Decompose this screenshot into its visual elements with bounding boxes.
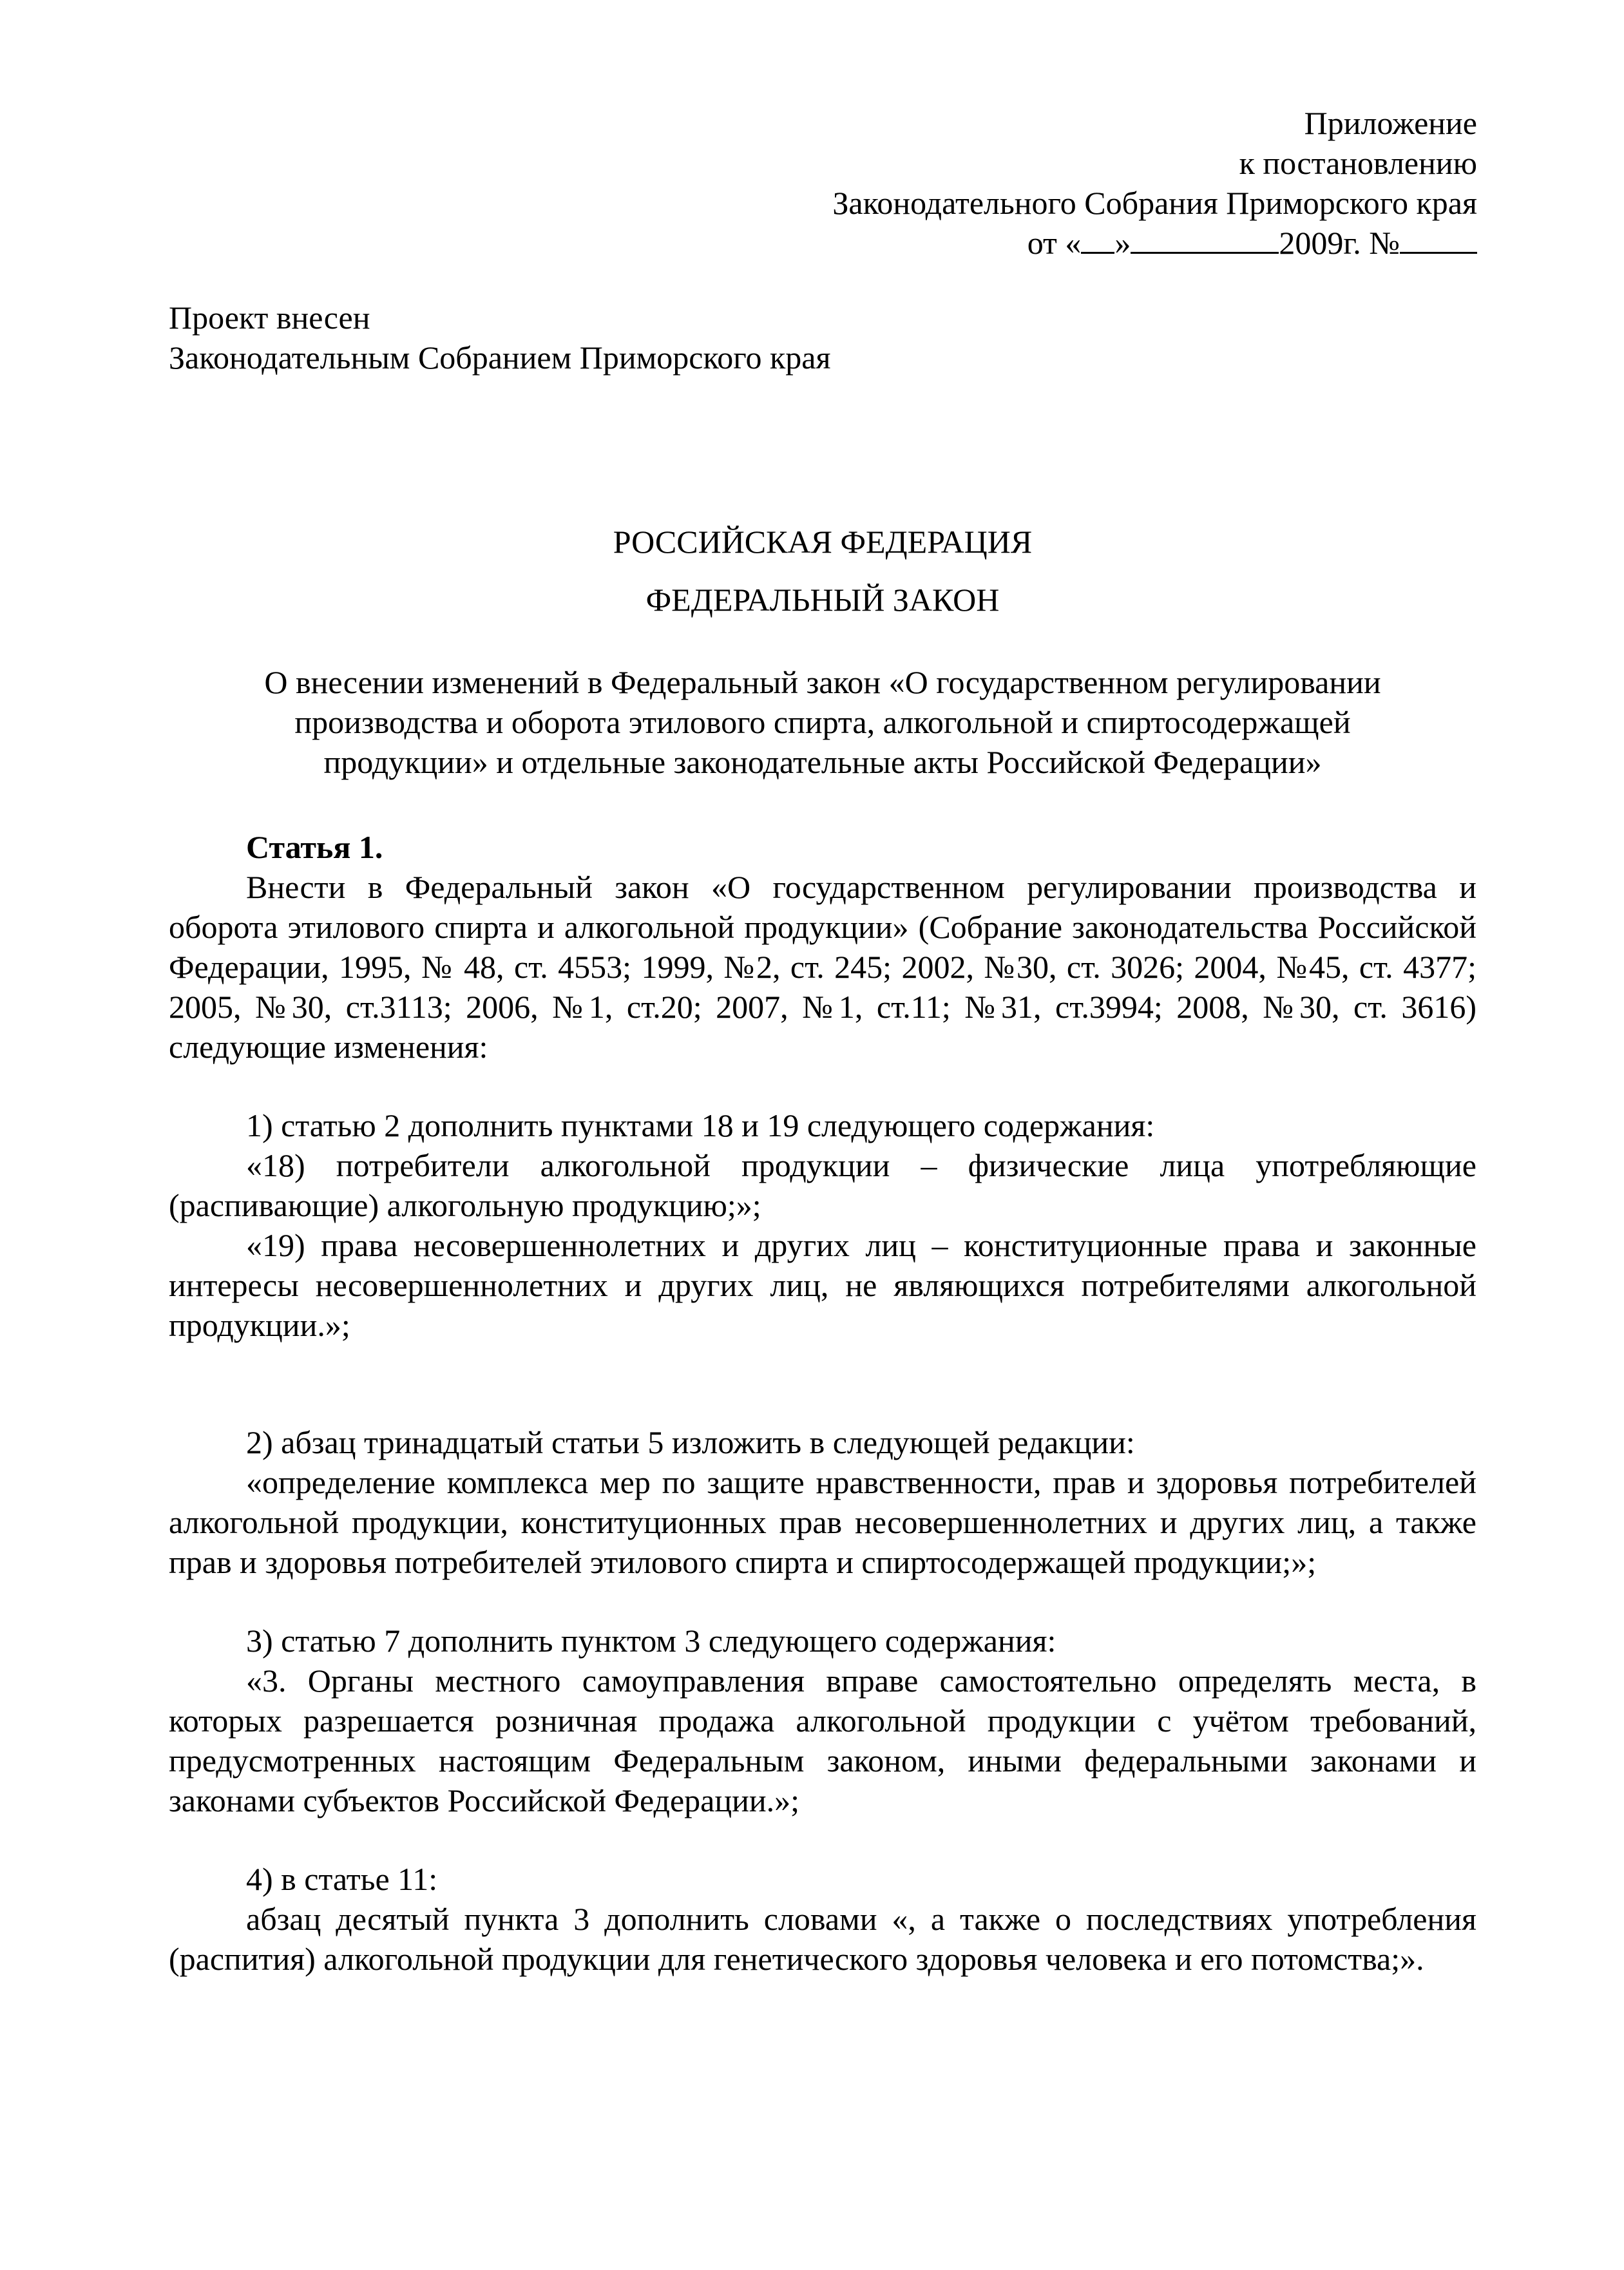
date-mid: » bbox=[1114, 225, 1131, 261]
date-year: 2009г. № bbox=[1279, 225, 1400, 261]
amendment-paragraph: «18) потребители алкогольной продукции – физические лица употребляющие (распивающие) алкогольную продукцию;»; bbox=[169, 1147, 1476, 1223]
amendment-paragraph: «19) права несовершеннолетних и других лиц – конституционные права и законные интересы несовершеннолетних и других лиц, не являющихся потребителями алкогольной продукции.»; bbox=[169, 1227, 1476, 1343]
submitted-body: Законодательным Собранием Приморского края bbox=[169, 339, 831, 376]
law-title bbox=[169, 662, 1476, 782]
date-prefix: от « bbox=[1027, 225, 1082, 261]
submitted-label: Проект внесен bbox=[169, 300, 370, 336]
amendment-heading: 2) абзац тринадцатый статьи 5 изложить в следующей редакции: bbox=[246, 1424, 1135, 1460]
submitted-by bbox=[169, 298, 830, 377]
amendment-paragraph: абзац десятый пункта 3 дополнить словами «, а также о последствиях употребления (распития) алкогольной продукции для генетического здоровья человека и его потомства;». bbox=[169, 1901, 1476, 1977]
number-blank bbox=[1400, 224, 1477, 254]
heading-country: РОССИЙСКАЯ ФЕДЕРАЦИЯ bbox=[613, 524, 1033, 560]
amendment-item-3 bbox=[169, 1621, 1476, 1820]
article-title: Статья 1. bbox=[246, 829, 383, 865]
heading-law-type: ФЕДЕРАЛЬНЫЙ ЗАКОН bbox=[645, 582, 1000, 618]
amendment-paragraph: «определение комплекса мер по защите нравственности, прав и здоровья потребителей алкогольной продукции, конституционных прав несовершеннолетних и других лиц, а также прав и здоровья потребителей этилового спирта и спиртосодержащей продукции;»; bbox=[169, 1464, 1476, 1580]
amendment-heading: 1) статью 2 дополнить пунктами 18 и 19 следующего содержания: bbox=[246, 1107, 1155, 1143]
article-1 bbox=[169, 827, 1476, 1979]
day-blank bbox=[1081, 224, 1114, 254]
amendment-item-1 bbox=[169, 1105, 1476, 1345]
month-blank bbox=[1131, 224, 1279, 254]
appendix-assembly-name: Законодательного Собрания Приморского края bbox=[832, 185, 1477, 221]
amendment-heading: 4) в статье 11: bbox=[246, 1861, 438, 1897]
appendix-date-line bbox=[832, 223, 1477, 263]
amendment-item-2 bbox=[169, 1422, 1476, 1582]
amendment-paragraph: «3. Органы местного самоуправления вправе самостоятельно определять места, в которых разрешается розничная продажа алкогольной продукции с учётом требований, предусмотренных настоящим Федеральным законом, иными федеральными законами и законами субъектов Российской Федерации.»; bbox=[169, 1663, 1476, 1818]
appendix-header bbox=[832, 103, 1477, 263]
amendment-heading: 3) статью 7 дополнить пунктом 3 следующего содержания: bbox=[246, 1623, 1056, 1659]
appendix-resolution-ref: к постановлению bbox=[1239, 145, 1477, 181]
law-title-line: О внесении изменений в Федеральный закон «О государственном регулировании bbox=[264, 664, 1381, 700]
appendix-label: Приложение bbox=[1304, 105, 1477, 141]
law-title-line: продукции» и отдельные законодательные акты Российской Федерации» bbox=[323, 744, 1322, 780]
article-intro: Внести в Федеральный закон «О государственном регулировании производства и оборота этилового спирта и алкогольной продукции» (Собрание законодательства Российской Федерации, 1995, № 48, ст. 4553; 1999, №2, ст. 245; 2002, №30, ст. 3026; 2004, №45, ст. 4377; 2005, №30, ст.3113; 2006, №1, ст.20; 2007, №1, ст.11; №31, ст.3994; 2008, №30, ст. 3616) следующие изменения: bbox=[169, 869, 1476, 1065]
law-title-line: производства и оборота этилового спирта, алкогольной и спиртосодержащей bbox=[294, 704, 1351, 740]
amendment-item-4 bbox=[169, 1859, 1476, 1979]
